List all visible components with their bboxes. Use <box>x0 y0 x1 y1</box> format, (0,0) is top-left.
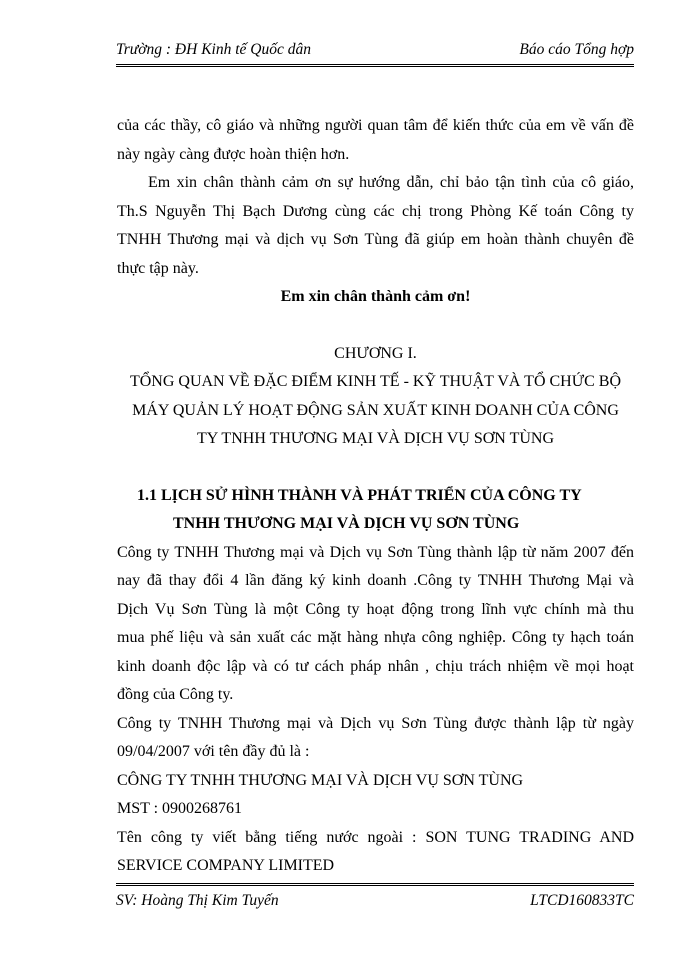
text-line: Tên công ty viết bằng tiếng nước ngoài : SON TUNG TRADING AND <box>117 828 634 846</box>
text-line: 09/04/2007 với tên đầy đủ là : <box>117 743 310 760</box>
text-line: kinh doanh độc lập và có tư cách pháp nhân , chịu trách nhiệm về mọi hoạt <box>117 657 634 675</box>
section-title-line: 1.1 LỊCH SỬ HÌNH THÀNH VÀ PHÁT TRIỂN CỦA CÔNG TY <box>137 486 582 504</box>
text-line: này ngày càng được hoàn thiện hơn. <box>117 145 350 163</box>
text-line: thực tập này. <box>117 259 199 277</box>
page-body <box>117 112 634 881</box>
footer-student-id: LTCD160833TC <box>530 892 634 909</box>
tax-code: MST : 0900268761 <box>117 800 243 817</box>
chapter-title-line: TỔNG QUAN VỀ ĐẶC ĐIỂM KINH TẾ - KỸ THUẬT VÀ TỔ CHỨC BỘ <box>129 373 622 390</box>
text-line: nay đã thay đổi 4 lần đăng ký kinh doanh .Công ty TNHH Thương Mại và <box>117 572 634 589</box>
text-line: Th.S Nguyễn Thị Bạch Dương cùng các chị trong Phòng Kế toán Công ty <box>117 202 634 220</box>
chapter-title-line: TY TNHH THƯƠNG MẠI VÀ DỊCH VỤ SƠN TÙNG <box>196 430 554 447</box>
text-line: Công ty TNHH Thương mại và Dịch vụ Sơn Tùng thành lập từ năm 2007 đến <box>117 543 634 561</box>
text-line: Em xin chân thành cảm ơn sự hướng dẫn, chỉ bảo tận tình của cô giáo, <box>148 174 634 191</box>
paragraph-thanks <box>117 169 634 283</box>
paragraph-founding <box>117 710 634 767</box>
company-name: CÔNG TY TNHH THƯƠNG MẠI VÀ DỊCH VỤ SƠN TÙNG <box>117 771 524 789</box>
text-line: Công ty TNHH Thương mại và Dịch vụ Sơn Tùng được thành lập từ ngày <box>117 714 634 732</box>
header-school: Trường : ĐH Kinh tế Quốc dân <box>116 41 311 58</box>
chapter-title-line: MÁY QUẢN LÝ HOẠT ĐỘNG SẢN XUẤT KINH DOANH CỦA CÔNG <box>132 401 619 419</box>
chapter-label: CHƯƠNG I. <box>334 344 417 362</box>
chapter-title <box>117 368 634 454</box>
thanks-line: Em xin chân thành cảm ơn! <box>280 288 471 305</box>
page-header <box>116 36 634 67</box>
header-report-type: Báo cáo Tổng hợp <box>519 41 634 58</box>
foreign-name <box>117 824 634 881</box>
section-title-line: TNHH THƯƠNG MẠI VÀ DỊCH VỤ SƠN TÙNG <box>173 515 520 532</box>
text-line: mua phế liệu và sản xuất các mặt hàng nhựa công nghiệp. Công ty hạch toán <box>117 629 634 646</box>
text-line: Dịch Vụ Sơn Tùng là một Công ty hoạt động trong lĩnh vực chính mà thu <box>117 600 634 618</box>
text-line: của các thầy, cô giáo và những người quan tâm để kiến thức của em về vấn đề <box>117 117 634 134</box>
text-line: SERVICE COMPANY LIMITED <box>117 857 335 874</box>
footer-student: SV: Hoàng Thị Kim Tuyến <box>116 892 279 909</box>
paragraph-history <box>117 539 634 710</box>
page-footer <box>116 883 634 916</box>
text-line: TNHH Thương mại và dịch vụ Sơn Tùng đã giúp em hoàn thành chuyên đề <box>117 231 634 248</box>
section-title <box>117 482 634 539</box>
text-line: đồng của Công ty. <box>117 686 234 703</box>
paragraph-acknowledgement-end <box>117 112 634 169</box>
